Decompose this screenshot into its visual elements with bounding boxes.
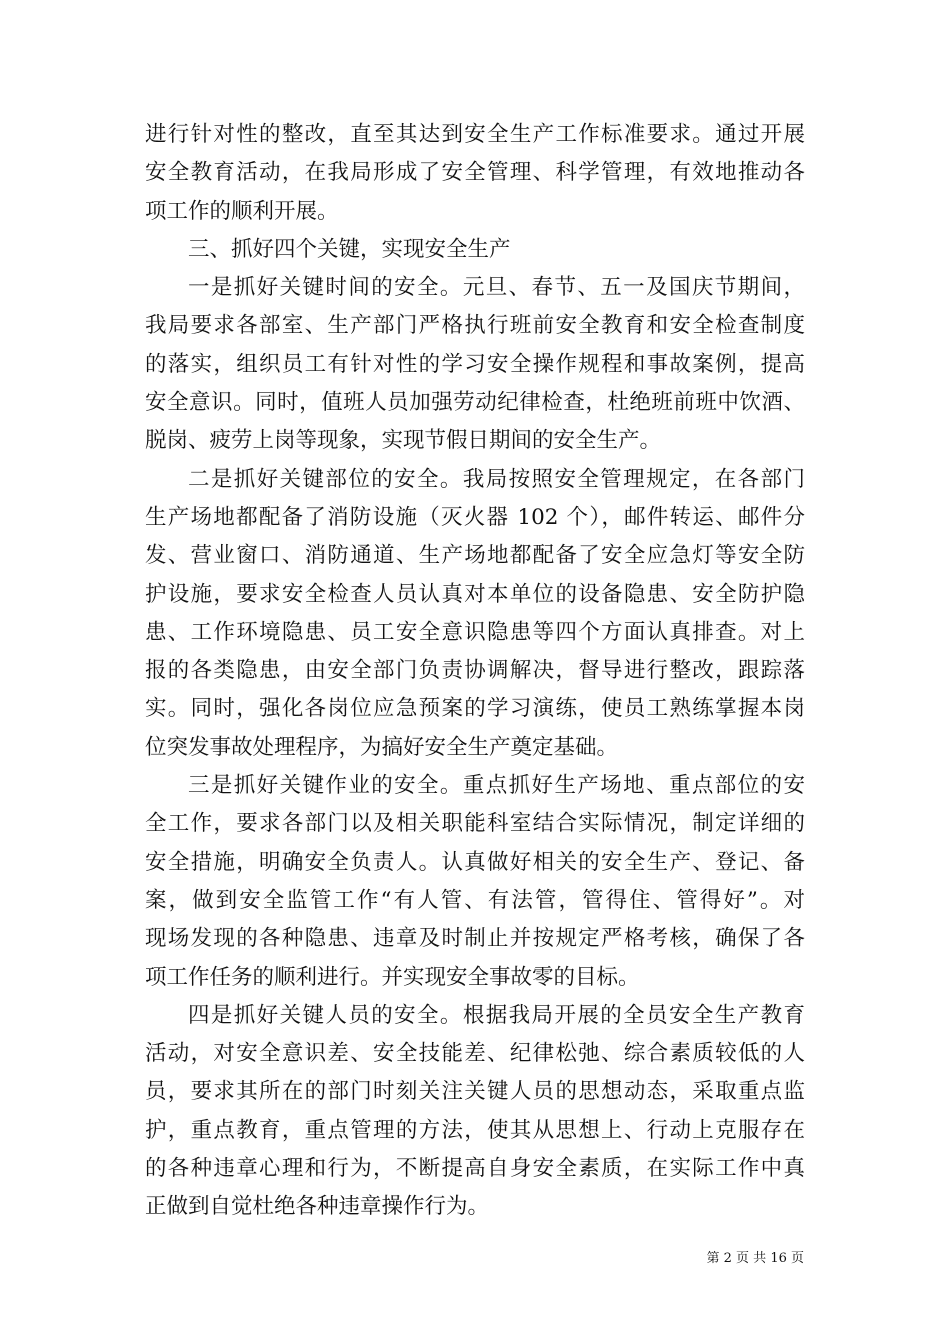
text-line: 的落实，组织员工有针对性的学习安全操作规程和事故案例，提高 <box>145 351 805 377</box>
text-line: 活动，对安全意识差、安全技能差、纪律松弛、综合素质较低的人 <box>145 1041 805 1067</box>
text-line: 正做到自觉杜绝各种违章操作行为。 <box>145 1194 490 1220</box>
text-line: 一是抓好关键时间的安全。元旦、春节、五一及国庆节期间， <box>188 275 805 301</box>
text-line: 全工作，要求各部门以及相关职能科室结合实际情况，制定详细的 <box>145 811 805 837</box>
text-line: 进行针对性的整改，直至其达到安全生产工作标准要求。通过开展 <box>145 122 805 147</box>
text-line: 三是抓好关键作业的安全。重点抓好生产场地、重点部位的安 <box>188 773 805 799</box>
text-line: 的各种违章心理和行为，不断提高自身安全素质，在实际工作中真 <box>145 1156 805 1182</box>
text-line: 报的各类隐患，由安全部门负责协调解决，督导进行整改，跟踪落 <box>145 658 805 684</box>
text-line: 实。同时，强化各岗位应急预案的学习演练，使员工熟练掌握本岗 <box>145 696 805 722</box>
text-line: 我局要求各部室、生产部门严格执行班前安全教育和安全检查制度 <box>145 313 805 339</box>
page-footer: 第 2 页 共 16 页 <box>706 1251 804 1266</box>
text-line: 护设施，要求安全检查人员认真对本单位的设备隐患、安全防护隐 <box>145 581 805 607</box>
text-line: 安全教育活动，在我局形成了安全管理、科学管理，有效地推动各 <box>145 160 805 186</box>
text-line: 护，重点教育，重点管理的方法，使其从思想上、行动上克服存在 <box>145 1117 805 1143</box>
text-line: 脱岗、疲劳上岗等现象，实现节假日期间的安全生产。 <box>145 428 662 454</box>
text-line: 项工作任务的顺利进行。并实现安全事故零的目标。 <box>145 964 640 990</box>
text-line: 现场发现的各种隐患、违章及时制止并按规定严格考核，确保了各 <box>145 926 805 952</box>
text-line: 二是抓好关键部位的安全。我局按照安全管理规定，在各部门 <box>188 466 805 492</box>
body-text <box>145 116 805 1227</box>
text-line: 员，要求其所在的部门时刻关注关键人员的思想动态，采取重点监 <box>145 1079 805 1105</box>
text-line: 安全意识。同时，值班人员加强劳动纪律检查，杜绝班前班中饮酒、 <box>145 390 805 416</box>
text-line: 项工作的顺利开展。 <box>145 198 339 224</box>
text-line: 生产场地都配备了消防设施（灭火器 102 个），邮件转运、邮件分 <box>145 504 805 530</box>
text-line: 发、营业窗口、消防通道、生产场地都配备了安全应急灯等安全防 <box>145 543 805 569</box>
text-line: 案，做到安全监管工作“有人管、有法管，管得住、管得好”。对 <box>145 887 805 913</box>
text-line: 三、抓好四个关键，实现安全生产 <box>188 236 511 262</box>
text-line: 安全措施，明确安全负责人。认真做好相关的安全生产、登记、备 <box>145 849 805 875</box>
text-line: 四是抓好关键人员的安全。根据我局开展的全员安全生产教育 <box>188 1002 805 1028</box>
text-line: 患、工作环境隐患、员工安全意识隐患等四个方面认真排查。对上 <box>145 619 805 645</box>
text-line: 位突发事故处理程序，为搞好安全生产奠定基础。 <box>145 734 619 760</box>
